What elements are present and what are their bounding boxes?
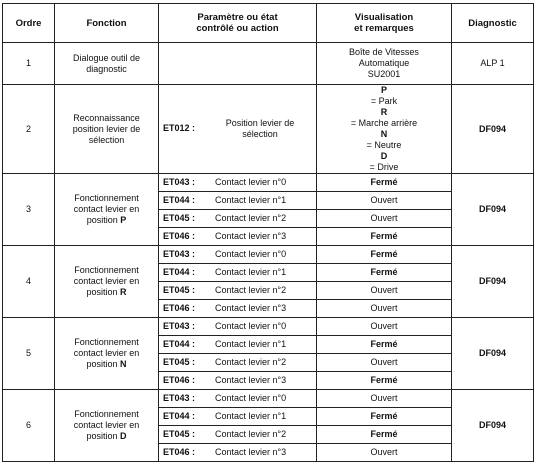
param-code: ET043 : bbox=[163, 249, 196, 259]
param-cell bbox=[159, 228, 317, 246]
fonction-line: Fonctionnement bbox=[74, 409, 139, 419]
fonction-line: contact levier en bbox=[73, 420, 140, 430]
param-cell bbox=[159, 408, 317, 426]
gear-meaning: = Drive bbox=[369, 162, 399, 172]
param-label: Contact levier n°0 bbox=[215, 393, 287, 403]
ordre-cell: 6 bbox=[3, 390, 55, 462]
param-label: Contact levier n°2 bbox=[215, 357, 287, 367]
param-label: Contact levier n°0 bbox=[215, 249, 287, 259]
header-fonction: Fonction bbox=[55, 4, 159, 43]
fonction-cell bbox=[55, 246, 159, 318]
header-parametre-l1: Paramètre ou état bbox=[197, 12, 278, 23]
param-code: ET045 : bbox=[163, 357, 196, 367]
fonction-line: position bbox=[86, 215, 121, 225]
param-label: Contact levier n°2 bbox=[215, 429, 287, 439]
ordre-cell: 2 bbox=[3, 85, 55, 174]
param-code: ET043 : bbox=[163, 393, 196, 403]
param-cell bbox=[159, 444, 317, 462]
fonction-line: Fonctionnement bbox=[74, 193, 139, 203]
param-code: ET043 : bbox=[163, 321, 196, 331]
state-cell: Fermé bbox=[317, 336, 452, 354]
fonction-line: Reconnaissance bbox=[73, 112, 140, 123]
param-cell bbox=[159, 174, 317, 192]
fonction-line: Fonctionnement bbox=[74, 265, 139, 275]
vis-line bbox=[317, 129, 451, 151]
position-key: D bbox=[120, 431, 127, 441]
state-cell: Ouvert bbox=[317, 300, 452, 318]
param-label: Contact levier n°3 bbox=[215, 303, 287, 313]
state-cell: Ouvert bbox=[317, 210, 452, 228]
fonction-line: position levier de bbox=[72, 123, 141, 134]
diagnostic-cell: DF094 bbox=[452, 246, 534, 318]
param-label: sélection bbox=[242, 129, 278, 139]
position-key: R bbox=[120, 287, 127, 297]
fonction-line: position bbox=[86, 431, 121, 441]
ordre-cell: 4 bbox=[3, 246, 55, 318]
param-cell bbox=[159, 192, 317, 210]
param-cell bbox=[159, 426, 317, 444]
header-row bbox=[3, 4, 534, 43]
position-key: P bbox=[120, 215, 127, 225]
state-cell: Ouvert bbox=[317, 318, 452, 336]
table-row bbox=[3, 390, 534, 408]
fonction-cell bbox=[55, 318, 159, 390]
header-ordre: Ordre bbox=[3, 4, 55, 43]
param-code: ET044 : bbox=[163, 195, 196, 205]
fonction-line: diagnostic bbox=[86, 63, 127, 74]
state-cell: Fermé bbox=[317, 246, 452, 264]
table-row bbox=[3, 85, 534, 174]
vis-line bbox=[317, 85, 451, 107]
param-cell bbox=[159, 336, 317, 354]
table-row bbox=[3, 246, 534, 264]
visualisation-cell bbox=[317, 43, 452, 85]
gear-key: D bbox=[380, 151, 388, 161]
header-parametre-l2: contrôlé ou action bbox=[196, 23, 279, 34]
gear-meaning: = Marche arrière bbox=[350, 118, 418, 128]
fonction-line: contact levier en bbox=[73, 276, 140, 286]
gear-key: N bbox=[380, 129, 388, 139]
diagnostic-cell: DF094 bbox=[452, 390, 534, 462]
param-cell bbox=[159, 246, 317, 264]
param-code: ET044 : bbox=[163, 267, 196, 277]
param-cell bbox=[159, 300, 317, 318]
position-key: N bbox=[120, 359, 127, 369]
param-label: Contact levier n°3 bbox=[215, 231, 287, 241]
state-cell: Fermé bbox=[317, 408, 452, 426]
fonction-line: contact levier en bbox=[73, 204, 140, 214]
table-row bbox=[3, 43, 534, 85]
gear-key: R bbox=[380, 107, 388, 117]
param-label: Contact levier n°3 bbox=[215, 375, 287, 385]
header-visualisation-l2: et remarques bbox=[354, 23, 414, 34]
state-cell: Fermé bbox=[317, 228, 452, 246]
gear-meaning: = Neutre bbox=[366, 140, 402, 150]
param-cell bbox=[159, 264, 317, 282]
diagnostic-cell: DF094 bbox=[452, 318, 534, 390]
param-label: Contact levier n°2 bbox=[215, 285, 287, 295]
param-cell bbox=[159, 354, 317, 372]
param-code: ET043 : bbox=[163, 177, 196, 187]
param-label: Contact levier n°0 bbox=[215, 177, 287, 187]
diagnostic-table bbox=[2, 3, 534, 462]
vis-line: SU2001 bbox=[367, 69, 401, 79]
header-visualisation bbox=[317, 4, 452, 43]
ordre-cell: 3 bbox=[3, 174, 55, 246]
fonction-line: contact levier en bbox=[73, 348, 140, 358]
visualisation-cell bbox=[317, 85, 452, 174]
state-cell: Fermé bbox=[317, 264, 452, 282]
gear-key: P bbox=[380, 85, 387, 95]
gear-meaning: = Park bbox=[370, 96, 398, 106]
param-code: ET045 : bbox=[163, 429, 196, 439]
param-code: ET046 : bbox=[163, 447, 196, 457]
param-code: ET012 : bbox=[163, 123, 196, 134]
fonction-line: position bbox=[86, 287, 121, 297]
ordre-cell: 1 bbox=[3, 43, 55, 85]
param-code: ET046 : bbox=[163, 231, 196, 241]
header-diagnostic: Diagnostic bbox=[452, 4, 534, 43]
param-code: ET045 : bbox=[163, 213, 196, 223]
param-cell bbox=[159, 282, 317, 300]
table-row bbox=[3, 174, 534, 192]
state-cell: Fermé bbox=[317, 372, 452, 390]
param-cell bbox=[159, 372, 317, 390]
param-code: ET044 : bbox=[163, 411, 196, 421]
param-cell bbox=[159, 43, 317, 85]
param-label: Contact levier n°2 bbox=[215, 213, 287, 223]
param-cell bbox=[159, 390, 317, 408]
fonction-cell bbox=[55, 43, 159, 85]
fonction-line: Dialogue outil de bbox=[72, 52, 141, 63]
state-cell: Ouvert bbox=[317, 390, 452, 408]
param-code: ET046 : bbox=[163, 303, 196, 313]
fonction-line: position bbox=[86, 359, 121, 369]
state-cell: Ouvert bbox=[317, 354, 452, 372]
fonction-cell bbox=[55, 390, 159, 462]
param-label: Contact levier n°1 bbox=[215, 267, 287, 277]
state-cell: Fermé bbox=[317, 426, 452, 444]
fonction-line: sélection bbox=[88, 134, 125, 145]
state-cell: Fermé bbox=[317, 174, 452, 192]
vis-line bbox=[317, 151, 451, 173]
param-label: Contact levier n°1 bbox=[215, 195, 287, 205]
vis-line bbox=[317, 107, 451, 129]
vis-line: Automatique bbox=[358, 58, 410, 68]
param-label: Contact levier n°1 bbox=[215, 339, 287, 349]
state-cell: Ouvert bbox=[317, 282, 452, 300]
diagnostic-cell: DF094 bbox=[452, 174, 534, 246]
diagnostic-cell: ALP 1 bbox=[452, 43, 534, 85]
state-cell: Ouvert bbox=[317, 444, 452, 462]
param-code: ET045 : bbox=[163, 285, 196, 295]
ordre-cell: 5 bbox=[3, 318, 55, 390]
param-code: ET046 : bbox=[163, 375, 196, 385]
param-label: Position levier de bbox=[225, 118, 295, 128]
header-parametre bbox=[159, 4, 317, 43]
param-cell bbox=[159, 85, 317, 174]
param-label: Contact levier n°1 bbox=[215, 411, 287, 421]
param-code: ET044 : bbox=[163, 339, 196, 349]
param-cell bbox=[159, 210, 317, 228]
vis-line: Boîte de Vitesses bbox=[349, 47, 419, 57]
fonction-line: Fonctionnement bbox=[74, 337, 139, 347]
header-visualisation-l1: Visualisation bbox=[354, 12, 414, 23]
fonction-cell bbox=[55, 174, 159, 246]
param-label: Contact levier n°3 bbox=[215, 447, 287, 457]
fonction-cell bbox=[55, 85, 159, 174]
param-cell bbox=[159, 318, 317, 336]
param-label: Contact levier n°0 bbox=[215, 321, 287, 331]
table-row bbox=[3, 318, 534, 336]
state-cell: Ouvert bbox=[317, 192, 452, 210]
diagnostic-cell: DF094 bbox=[452, 85, 534, 174]
